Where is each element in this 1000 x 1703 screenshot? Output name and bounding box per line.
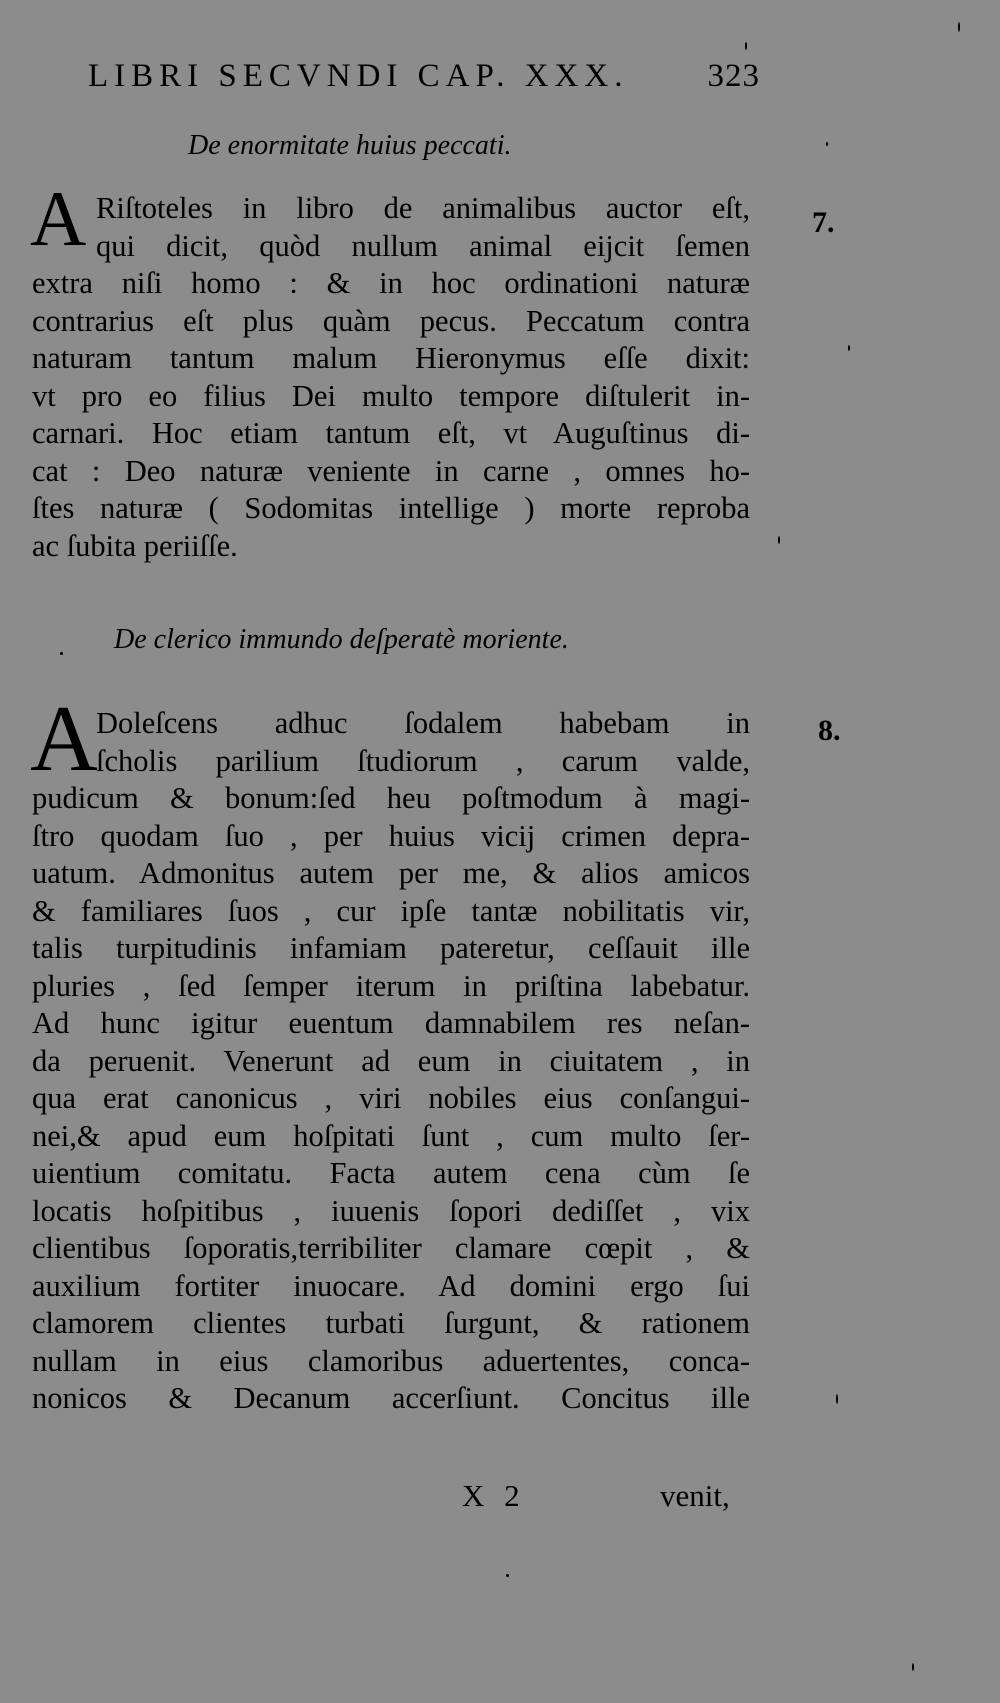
drop-cap-section-2: A bbox=[30, 687, 98, 791]
paragraph-section-2 bbox=[32, 705, 750, 1418]
text-line: carnari. Hoc etiam tantum eſt, vt Auguſtinus di- bbox=[32, 416, 750, 450]
scan-speck bbox=[745, 42, 747, 50]
scan-speck bbox=[826, 142, 828, 146]
text-line: qui dicit, quòd nullum animal eijcit ſemen bbox=[96, 228, 750, 263]
catchword: venit, bbox=[660, 1478, 730, 1513]
text-line: Riſtoteles in libro de animalibus auctor eſt, bbox=[96, 191, 750, 225]
text-line: ſtro quodam ſuo , per huius vicij crimen depra- bbox=[32, 818, 750, 853]
section-heading-enormitate: De enormitate huius peccati. bbox=[188, 130, 512, 161]
text-line: ac ſubita periiſſe. bbox=[32, 528, 238, 563]
text-line: ſcholis parilium ſtudiorum , carum valde, bbox=[96, 743, 750, 778]
text-line: talis turpitudinis infamiam pateretur, ceſſauit ille bbox=[32, 931, 750, 965]
scan-speck bbox=[778, 536, 780, 544]
text-line: clientibus ſoporatis,terribiliter clamare cœpit , & bbox=[32, 1231, 750, 1265]
page-number: 323 bbox=[707, 58, 760, 94]
drop-cap-section-1: A bbox=[30, 175, 87, 262]
text-line: cat : Deo naturæ veniente in carne , omnes ho- bbox=[32, 453, 750, 488]
text-line: Ad hunc igitur euentum damnabilem res neſan- bbox=[32, 1006, 750, 1040]
text-line: naturam tantum malum Hieronymus eſſe dixit: bbox=[32, 341, 750, 375]
text-line: nonicos & Decanum accerſiunt. Concitus ille bbox=[32, 1381, 750, 1415]
text-line: & familiares ſuos , cur ipſe tantæ nobilitatis vir, bbox=[32, 893, 750, 928]
text-line: pluries , ſed ſemper iterum in priſtina labebatur. bbox=[32, 968, 750, 1003]
text-line: nei,& apud eum hoſpitati ſunt , cum multo ſer- bbox=[32, 1118, 750, 1153]
text-line: locatis hoſpitibus , iuuenis ſopori dediſſet , vix bbox=[32, 1193, 750, 1228]
scan-speck bbox=[506, 1574, 509, 1577]
running-head bbox=[88, 58, 760, 95]
text-line: extra niſi homo : & in hoc ordinationi naturæ bbox=[32, 266, 750, 300]
scan-speck bbox=[912, 1663, 914, 1671]
text-line: nullam in eius clamoribus aduertentes, conca- bbox=[32, 1343, 750, 1378]
text-line: ſtes naturæ ( Sodomitas intellige ) morte reproba bbox=[32, 491, 750, 525]
margin-number-7: 7. bbox=[812, 206, 835, 239]
text-line: contrarius eſt plus quàm pecus. Peccatum contra bbox=[32, 303, 750, 338]
scan-speck bbox=[836, 1394, 838, 1404]
text-line: uientium comitatu. Facta autem cena cùm ſe bbox=[32, 1156, 750, 1190]
scan-speck bbox=[958, 22, 960, 32]
signature-mark: X 2 bbox=[462, 1478, 526, 1513]
text-line: qua erat canonicus , viri nobiles eius conſangui- bbox=[32, 1081, 750, 1115]
text-line: Doleſcens adhuc ſodalem habebam in bbox=[96, 706, 750, 740]
paragraph-section-1 bbox=[32, 190, 750, 565]
text-line: pudicum & bonum:ſed heu poſtmodum à magi- bbox=[32, 781, 750, 815]
text-line: uatum. Admonitus autem per me, & alios amicos bbox=[32, 856, 750, 890]
section-heading-clerico: De clerico immundo deſperatè moriente. bbox=[114, 624, 569, 655]
running-title: LIBRI SECVNDI CAP. XXX. bbox=[88, 58, 629, 94]
text-line: clamorem clientes turbati ſurgunt, & rationem bbox=[32, 1306, 750, 1340]
text-line: da peruenit. Venerunt ad eum in ciuitatem , in bbox=[32, 1043, 750, 1078]
scan-speck bbox=[60, 652, 63, 655]
scan-speck bbox=[848, 345, 850, 351]
margin-number-8: 8. bbox=[818, 714, 841, 747]
text-line: auxilium fortiter inuocare. Ad domini ergo ſui bbox=[32, 1268, 750, 1303]
text-line: vt pro eo filius Dei multo tempore diſtulerit in- bbox=[32, 378, 750, 413]
